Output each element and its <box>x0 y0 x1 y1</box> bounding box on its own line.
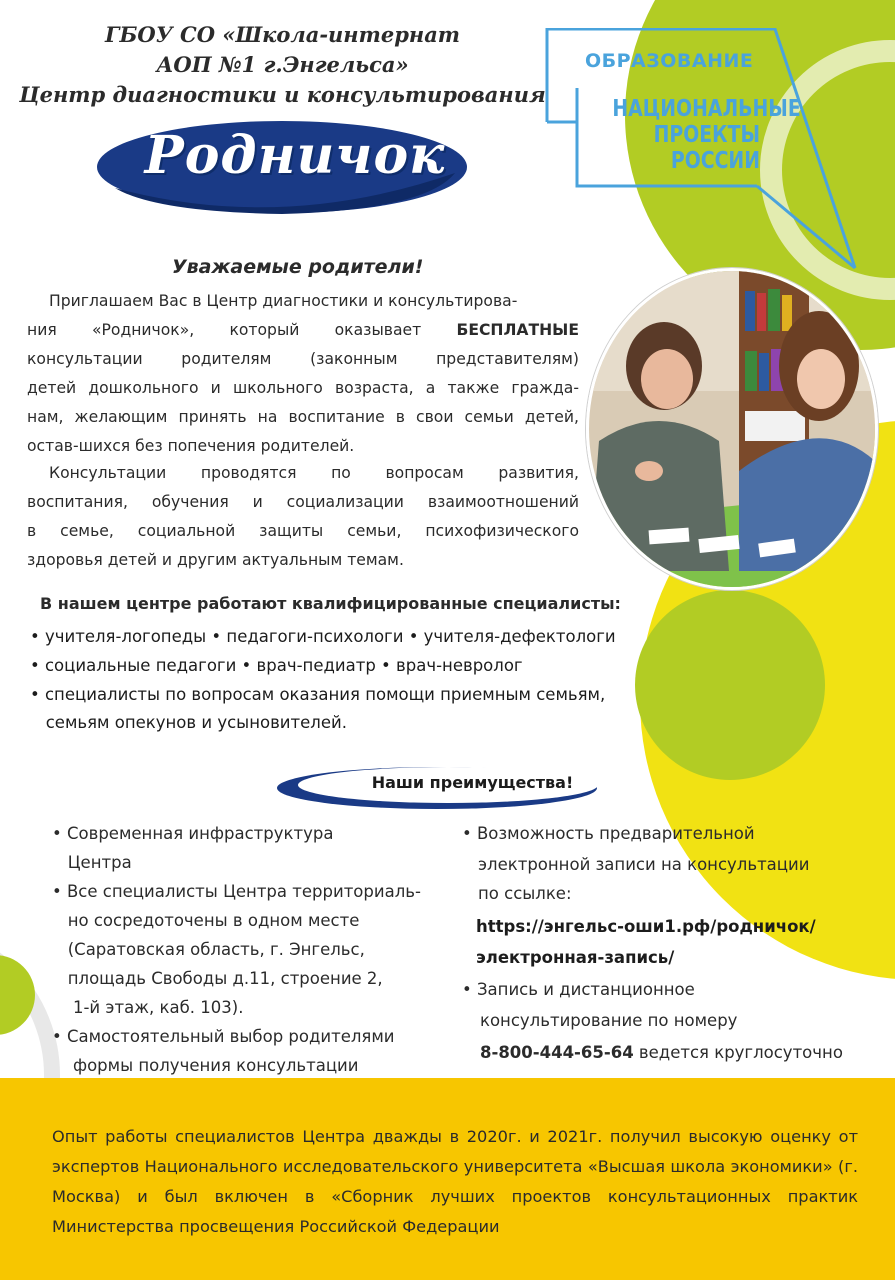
booking-link-line-1[interactable]: https://энгельс-оши1.рф/родничок/ <box>476 917 816 936</box>
adv-left-line: • Все специалисты Центра территориаль- <box>52 882 421 901</box>
phone-number[interactable]: 8-800-444-65-64 <box>480 1043 634 1062</box>
greeting: Уважаемые родители! <box>172 256 424 278</box>
specialists-line: • учителя-логопеды • педагоги-психологи • учителя-дефектологи <box>30 627 616 646</box>
intro-line: в семье, социальной защиты семьи, психофизического <box>27 522 579 540</box>
np-label-projects <box>612 96 801 174</box>
intro-line: консультации родителям (законным представителям) <box>27 350 579 368</box>
specialists-heading: В нашем центре работают квалифицированные специалисты: <box>40 594 621 613</box>
advantages-right-column <box>462 824 882 1062</box>
intro-line: Консультации проводятся по вопросам развития, <box>49 464 579 482</box>
adv-right-line: • Запись и дистанционное <box>462 980 695 999</box>
phone-suffix: ведется круглосуточно <box>633 1043 843 1062</box>
intro-line-bold: ния «Родничок», который оказывает БЕСПЛАТНЫЕ <box>27 321 579 339</box>
header-line-2: АОП №1 г.Энгельса» <box>156 52 409 77</box>
header-line-1: ГБОУ СО «Школа-интернат <box>104 22 461 47</box>
np-line-3: ПРОЕКТЫ <box>653 122 760 148</box>
specialists-line: • специалисты по вопросам оказания помощи приемным семьям, <box>30 685 606 704</box>
adv-left-line: • Самостоятельный выбор родителями <box>52 1027 395 1046</box>
booking-link-line-2[interactable]: электронная-запись/ <box>476 948 675 967</box>
adv-left-line: (Саратовская область, г. Энгельс, <box>52 940 365 959</box>
intro-line: Приглашаем Вас в Центр диагностики и консультирова- <box>49 292 518 310</box>
adv-left-line: но сосредоточены в одном месте <box>52 911 360 930</box>
photo-illustration <box>589 271 875 587</box>
np-label-education: ОБРАЗОВАНИЕ <box>585 50 754 72</box>
advantages-left-column <box>52 824 452 1085</box>
intro-line: детей дошкольного и школьного возраста, а также гражда- <box>27 379 579 397</box>
adv-right-line: по ссылке: <box>478 884 572 903</box>
adv-left-line: • Современная инфраструктура <box>52 824 334 843</box>
footer-text: Опыт работы специалистов Центра дважды в 2020г. и 2021г. получил высокую оценку от экспертов Национального исследовательского университета «Высшая школа экономики» (г. Москва) и был включен в «Сборник лучших проектов консультационных практик Министерства просвещения Российской Федерации <box>52 1127 858 1236</box>
adv-right-line: • Возможность предварительной <box>462 824 755 843</box>
adv-right-line: электронной записи на консультации <box>478 855 810 874</box>
adv-left-line: формы получения консультации <box>52 1056 359 1075</box>
intro-line: воспитания, обучения и социализации взаимоотношений <box>27 493 579 511</box>
np-line-2: НАЦИОНАЛЬНЫЕ <box>612 96 801 122</box>
adv-right-line: консультирование по номеру <box>480 1011 738 1030</box>
phone-line <box>462 1043 882 1062</box>
specialists-line: семьям опекунов и усыновителей. <box>30 713 347 732</box>
specialists-line: • социальные педагоги • врач-педиатр • врач-невролог <box>30 656 523 675</box>
intro-line: здоровья детей и другим актуальным темам. <box>27 551 404 569</box>
adv-left-line: площадь Свободы д.11, строение 2, <box>52 969 383 988</box>
np-line-4: РОССИИ <box>670 148 760 174</box>
adv-left-line: Центра <box>52 853 132 872</box>
header-line-3: Центр диагностики и консультирования <box>19 82 546 107</box>
intro-paragraph-2 <box>27 459 579 575</box>
consultation-photo <box>586 268 878 590</box>
advantages-title: Наши преимущества! <box>371 773 574 792</box>
adv-left-line: 1-й этаж, каб. 103). <box>52 998 244 1017</box>
intro-paragraph-1 <box>27 287 579 461</box>
intro-line: нам, желающим принять на воспитание в свои семьи детей, <box>27 408 579 426</box>
logo-text: Родничок <box>144 125 446 186</box>
intro-line: остав-шихся без попечения родителей. <box>27 437 355 455</box>
